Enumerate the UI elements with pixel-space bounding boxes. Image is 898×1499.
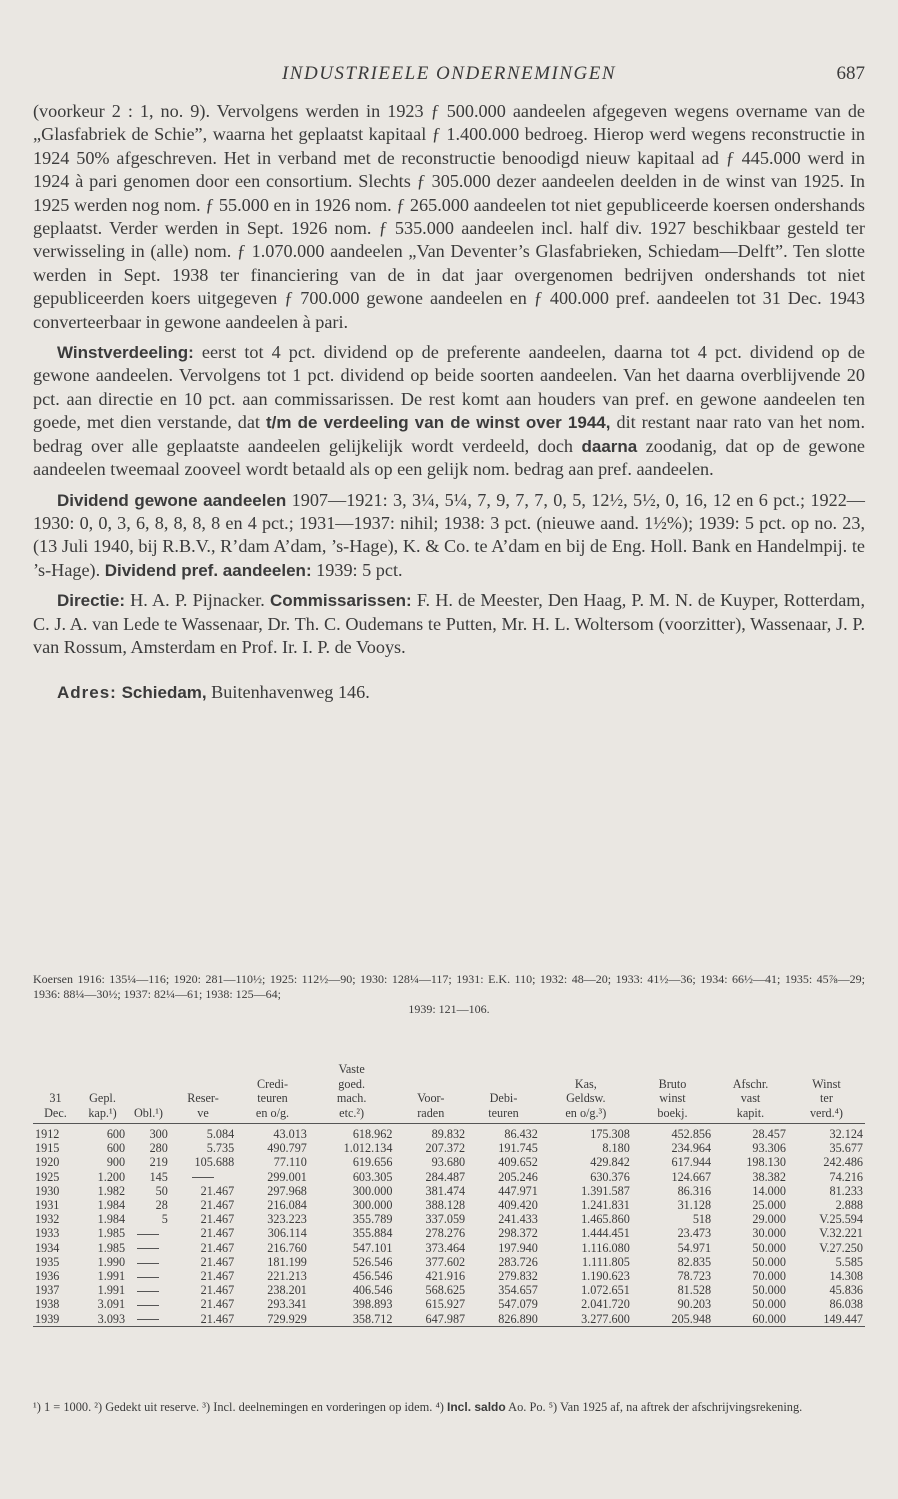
table-cell: 388.128 xyxy=(425,1198,466,1213)
table-cell: 1937 xyxy=(35,1283,60,1298)
table-cell: 1.111.805 xyxy=(581,1254,630,1269)
table-row xyxy=(33,1198,865,1212)
table-cell: 77.110 xyxy=(273,1155,307,1170)
table-cell: 50.000 xyxy=(752,1240,786,1255)
table-cell: 1.982 xyxy=(97,1183,126,1198)
table-cell: 547.079 xyxy=(498,1297,538,1312)
table-cell: 3.277.600 xyxy=(581,1311,630,1326)
table-cell: 1933 xyxy=(35,1226,60,1241)
table-cell: 1934 xyxy=(35,1240,60,1255)
table-cell: 21.467 xyxy=(200,1297,235,1312)
table-cell: 490.797 xyxy=(267,1141,307,1156)
table-row xyxy=(33,1170,865,1184)
column-header: Kas, Geldsw. en o/g.³) xyxy=(565,1076,607,1120)
table-cell: 93.306 xyxy=(752,1141,786,1156)
table-row xyxy=(33,1184,865,1198)
table-cell: 900 xyxy=(106,1155,126,1170)
table-cell: 358.712 xyxy=(352,1311,393,1326)
table-cell: 50.000 xyxy=(752,1283,786,1298)
table-cell: 5.585 xyxy=(835,1254,863,1269)
stock-prices: Koersen 1916: 135¼—116; 1920: 281—110½; 1925: 112½—90; 1930: 128¼—117; 1931: E.K. 110; 1932: 48—20; 1933: 41½—36; 1934: 66½—41; 1935: 45⅞—29; 1936: 88¼—30½; 1937: 82¼—61; 1938: 125—64; 1939: 121—106. xyxy=(33,972,865,1016)
table-cell: 300.000 xyxy=(352,1198,393,1213)
table-cell: 377.602 xyxy=(425,1254,466,1269)
table-cell: 447.971 xyxy=(498,1183,538,1198)
table-cell: 50.000 xyxy=(752,1254,786,1269)
column-header: Voor- raden xyxy=(417,1091,445,1120)
table-cell: 21.467 xyxy=(200,1183,235,1198)
table-cell: 145 xyxy=(149,1169,168,1184)
empty-cell-dash xyxy=(127,1312,170,1327)
empty-cell-dash xyxy=(127,1269,170,1283)
table-cell: 456.546 xyxy=(352,1269,393,1284)
table-cell: 3.093 xyxy=(97,1311,126,1326)
table-cell: 409.420 xyxy=(498,1198,538,1213)
page-header xyxy=(33,63,865,87)
table-cell: 1.465.860 xyxy=(581,1212,630,1227)
table-cell: 60.000 xyxy=(752,1311,786,1326)
table-cell: 14.308 xyxy=(829,1269,863,1284)
table-row xyxy=(33,1212,865,1226)
table-cell: 74.216 xyxy=(829,1169,863,1184)
table-cell: 86.432 xyxy=(504,1127,538,1141)
table-cell: 5.084 xyxy=(206,1127,235,1141)
table-cell: 1.991 xyxy=(97,1283,126,1298)
column-header: Gepl. kap.¹) xyxy=(88,1091,117,1120)
table-cell: 50 xyxy=(155,1183,168,1198)
column-header: Winst ter verd.⁴) xyxy=(809,1076,843,1120)
empty-cell-dash xyxy=(127,1297,170,1311)
label-winstverdeeling: Winstverdeeling: xyxy=(57,343,194,363)
table-cell: 5 xyxy=(161,1212,168,1227)
table-cell: 21.467 xyxy=(200,1269,235,1284)
table-cell: 1931 xyxy=(35,1198,60,1213)
table-cell: 31.128 xyxy=(677,1198,712,1213)
table-cell: 518 xyxy=(692,1212,712,1227)
table-cell: 1935 xyxy=(35,1254,60,1269)
empty-cell-dash xyxy=(170,1170,236,1184)
table-cell: 93.680 xyxy=(431,1155,466,1170)
table-cell: 615.927 xyxy=(425,1297,466,1312)
table-cell: 600 xyxy=(106,1141,126,1156)
table-cell: 1.985 xyxy=(97,1226,126,1241)
table-cell: 175.308 xyxy=(590,1127,630,1141)
table-row xyxy=(33,1226,865,1240)
table-header-row xyxy=(33,1062,865,1124)
label-commissarissen: Commissarissen: xyxy=(269,591,412,611)
table-cell: 421.916 xyxy=(425,1269,466,1284)
table-cell: 354.657 xyxy=(498,1283,538,1298)
table-row xyxy=(33,1241,865,1255)
table-cell: 21.467 xyxy=(200,1212,235,1227)
table-cell: 300 xyxy=(149,1127,168,1141)
paragraph-dividends: Dividend gewone aandeelen 1907—1921: 3, 3¼, 5¼, 7, 9, 7, 7, 0, 5, 12½, 5½, 0, 16, 12 en 6 pct.; 1922—1930: 0, 0, 3, 6, 8, 8, 8, 8 en 4 pct.; 1931—1937: nihil; 1938: 3 pct. (nieuwe aand. 1½%); 1939: 5 pct. op no. 23, (13 Juli 1940, bij R.B.V., R’dam A’dam, ’s-Hage), K. & Co. te A’dam en bij de Eng. Holl. Bank en Handelmpij. te ’s-Hage). Dividend pref. aandeelen: 1939: 5 pct. xyxy=(33,489,865,580)
financial-table xyxy=(33,1062,865,1327)
table-cell: 1.985 xyxy=(97,1240,126,1255)
table-cell: 38.382 xyxy=(752,1169,786,1184)
table-cell: 1.241.831 xyxy=(581,1198,630,1213)
table-cell: 355.789 xyxy=(352,1212,393,1227)
table-cell: 90.203 xyxy=(677,1297,712,1312)
table-cell: 54.971 xyxy=(677,1240,712,1255)
table-cell: 32.124 xyxy=(829,1127,863,1141)
table-cell: 526.546 xyxy=(352,1254,393,1269)
table-cell: 124.667 xyxy=(671,1169,712,1184)
table-cell: 30.000 xyxy=(752,1226,786,1241)
table-cell: 373.464 xyxy=(425,1240,466,1255)
table-cell: 452.856 xyxy=(671,1127,712,1141)
table-cell: 28 xyxy=(155,1198,168,1213)
table-cell: 299.001 xyxy=(267,1169,307,1184)
table-cell: 409.652 xyxy=(498,1155,538,1170)
column-header: Bruto winst boekj. xyxy=(657,1076,688,1120)
table-cell: 1.984 xyxy=(97,1212,126,1227)
table-cell: 1925 xyxy=(35,1169,60,1184)
table-cell: 293.341 xyxy=(267,1297,307,1312)
table-row xyxy=(33,1141,865,1155)
table-cell: 242.486 xyxy=(823,1155,863,1170)
table-cell: 207.372 xyxy=(425,1141,466,1156)
table-cell: 647.987 xyxy=(425,1311,466,1326)
table-cell: 2.888 xyxy=(835,1198,863,1213)
table-cell: 1936 xyxy=(35,1269,60,1284)
table-cell: 280 xyxy=(149,1141,168,1156)
table-cell: 603.305 xyxy=(352,1169,393,1184)
paragraph-profit-distribution: Winstverdeeling: eerst tot 4 pct. dividend op de preferente aandeelen, daarna tot 4 pct. dividend op de gewone aandeelen. Vervolgens tot 1 pct. dividend op beide soorten aandeelen. Van het daarna overblijvende 20 pct. aan directie en 10 pct. aan commissarissen. De rest komt aan houders van pref. en gewone aandeelen ten goede, met dien verstande, dat t/m de verdeeling van de winst over 1944, dit restant naar rato van het nom. bedrag over alle geplaatste aandeelen gelijkelijk wordt verdeeld, doch daarna zoodanig, dat op de gewone aandeelen tweemaal zooveel wordt betaald als op een gelijk nom. bedrag aan pref. aandeelen. xyxy=(33,342,865,480)
table-cell: 1.072.651 xyxy=(581,1283,630,1298)
table-cell: 617.944 xyxy=(671,1155,712,1170)
table-cell: 306.114 xyxy=(267,1226,307,1241)
table-row xyxy=(33,1124,865,1142)
table-cell: 568.625 xyxy=(425,1283,466,1298)
table-cell: 1939 xyxy=(35,1311,60,1326)
table-cell: 1912 xyxy=(35,1127,60,1141)
label-adres: Adres: xyxy=(57,683,117,703)
table-cell: 547.101 xyxy=(352,1240,393,1255)
table-cell: 1.444.451 xyxy=(581,1226,630,1241)
table-cell: 298.372 xyxy=(498,1226,538,1241)
table-row xyxy=(33,1269,865,1283)
table-cell: 300.000 xyxy=(352,1183,393,1198)
table-cell: 1.116.080 xyxy=(581,1240,630,1255)
table-cell: 86.316 xyxy=(677,1183,712,1198)
label-dividend-pref: Dividend pref. aandeelen: xyxy=(104,560,312,580)
paragraph-address: Adres: Schiedam, Buitenhavenweg 146. xyxy=(57,682,370,703)
table-row xyxy=(33,1255,865,1269)
table-cell: 191.745 xyxy=(498,1141,538,1156)
table-cell: 2.041.720 xyxy=(581,1297,630,1312)
table-cell: V.27.250 xyxy=(819,1240,863,1255)
table-cell: 630.376 xyxy=(590,1169,630,1184)
table-cell: 8.180 xyxy=(602,1141,630,1156)
table-cell: 323.223 xyxy=(267,1212,307,1227)
table-cell: 279.832 xyxy=(498,1269,538,1284)
table-cell: 181.199 xyxy=(267,1254,307,1269)
running-title: INDUSTRIEELE ONDERNEMINGEN xyxy=(281,63,616,84)
table-cell: 28.457 xyxy=(752,1127,786,1141)
empty-cell-dash xyxy=(127,1283,170,1297)
table-cell: 337.059 xyxy=(425,1212,466,1227)
body-text xyxy=(33,100,865,705)
table-cell: 50.000 xyxy=(752,1297,786,1312)
table-cell: 81.528 xyxy=(677,1283,712,1298)
table-row xyxy=(33,1283,865,1297)
table-cell: 21.467 xyxy=(200,1198,235,1213)
table-cell: 70.000 xyxy=(752,1269,786,1284)
table-cell: 283.726 xyxy=(498,1254,538,1269)
table-cell: 221.213 xyxy=(267,1269,307,1284)
table-cell: 14.000 xyxy=(752,1183,786,1198)
table-cell: 355.884 xyxy=(352,1226,393,1241)
table-cell: 5.735 xyxy=(206,1141,235,1156)
column-header: Debi- teuren xyxy=(488,1091,519,1120)
table-cell: 78.723 xyxy=(677,1269,712,1284)
table-cell: 21.467 xyxy=(200,1311,235,1326)
table-cell: 21.467 xyxy=(200,1226,235,1241)
table-cell: 1.200 xyxy=(97,1169,126,1184)
table-cell: 297.968 xyxy=(267,1183,307,1198)
table-cell: 198.130 xyxy=(746,1155,786,1170)
table-cell: 3.091 xyxy=(97,1297,126,1312)
page-number: 687 xyxy=(836,63,865,84)
table-cell: 600 xyxy=(106,1127,126,1141)
table-cell: V.25.594 xyxy=(819,1212,863,1227)
table-cell: 1938 xyxy=(35,1297,60,1312)
table-cell: 35.677 xyxy=(829,1141,863,1156)
empty-cell-dash xyxy=(127,1226,170,1240)
table-cell: 284.487 xyxy=(425,1169,466,1184)
table-cell: 21.467 xyxy=(200,1240,235,1255)
table-cell: 618.962 xyxy=(352,1127,393,1141)
table-cell: 381.474 xyxy=(425,1183,466,1198)
table-cell: 149.447 xyxy=(823,1311,863,1326)
table-cell: 105.688 xyxy=(194,1155,235,1170)
table-cell: 23.473 xyxy=(677,1226,712,1241)
table-row xyxy=(33,1155,865,1169)
table-cell: 406.546 xyxy=(352,1283,393,1298)
table-cell: 1930 xyxy=(35,1183,60,1198)
table-cell: 241.433 xyxy=(498,1212,538,1227)
table-cell: 43.013 xyxy=(273,1127,307,1141)
table-cell: 1920 xyxy=(35,1155,60,1170)
table-cell: 216.760 xyxy=(267,1240,307,1255)
table-cell: 398.893 xyxy=(352,1297,393,1312)
table-cell: 216.084 xyxy=(267,1198,307,1213)
table-cell: 219 xyxy=(149,1155,168,1170)
footnotes: ¹) 1 = 1000. ²) Gedekt uit reserve. ³) Incl. deelnemingen en vorderingen op idem. ⁴) Incl. saldo Ao. Po. ⁵) Van 1925 af, na aftrek der afschrijvingsrekening. xyxy=(33,1400,803,1414)
table-cell: 826.890 xyxy=(498,1311,538,1326)
column-header: Afschr. vast kapit. xyxy=(732,1076,769,1120)
table-cell: 1.990 xyxy=(97,1254,126,1269)
column-header: Obl.¹) xyxy=(133,1105,163,1120)
table-cell: 234.964 xyxy=(671,1141,712,1156)
table-cell: 86.038 xyxy=(829,1297,863,1312)
table-cell: 278.276 xyxy=(425,1226,466,1241)
table-cell: 729.929 xyxy=(267,1311,307,1326)
column-header: Vaste goed. mach. etc.²) xyxy=(336,1062,367,1120)
column-header: Reser- ve xyxy=(187,1091,219,1120)
table-cell: 25.000 xyxy=(752,1198,786,1213)
table-cell: 429.842 xyxy=(590,1155,630,1170)
table-cell: 45.836 xyxy=(829,1283,863,1298)
table-cell: 1.391.587 xyxy=(581,1183,630,1198)
table-row xyxy=(33,1312,865,1327)
label-directie: Directie: xyxy=(57,591,126,611)
paragraph-history: (voorkeur 2 : 1, no. 9). Vervolgens werden in 1923 ƒ 500.000 aandeelen afgegeven wegens overname van de „Glasfabriek de Schie”, waarna het geplaatst kapitaal ƒ 1.400.000 bedroeg. Hierop werd wegens reconstructie in 1924 50% afgeschreven. Het in verband met de reconstructie benoodigd nieuw kapitaal ad ƒ 445.000 werd in 1924 à pari genomen door een consortium. Slechts ƒ 305.000 dezer aandeelen deelden in de winst van 1925. In 1925 werden nog nom. ƒ 55.000 en in 1926 nom. ƒ 265.000 aandeelen tot niet gepubliceerde koersen ondershands geplaatst. Verder werden in Sept. 1926 nom. ƒ 535.000 aandeelen incl. half div. 1927 beschikbaar gesteld ter verwisseling in (alle) nom. ƒ 1.070.000 aandeelen „Van Deventer’s Glasfabrieken, Schiedam—Delft”. Ten slotte werden in Sept. 1938 ter financiering van de in dat jaar overgenomen bedrijven ondershands tot niet gepubliceerden koers uitgegeven ƒ 700.000 gewone aandeelen en ƒ 400.000 pref. aandeelen tot 31 Dec. 1943 converteerbaar in gewone aandeelen à pari. xyxy=(33,101,865,332)
table-row xyxy=(33,1297,865,1311)
table-cell: 1.012.134 xyxy=(343,1141,393,1156)
table-cell: 205.948 xyxy=(671,1311,712,1326)
paragraph-board: Directie: H. A. P. Pijnacker. Commissarissen: F. H. de Meester, Den Haag, P. M. N. de Kuyper, Rotterdam, C. J. A. van Lede te Wassenaar, Dr. Th. C. Oudemans te Putten, Mr. H. L. Woltersom (voorzitter), Wassenaar, J. P. van Rossum, Amsterdam en Prof. Ir. I. P. de Vooys. xyxy=(33,590,866,657)
empty-cell-dash xyxy=(127,1255,170,1269)
label-dividend-gewone: Dividend gewone aandeelen xyxy=(57,490,287,510)
table-cell: 1.190.623 xyxy=(581,1269,630,1284)
column-header: Credi- teuren en o/g. xyxy=(255,1076,290,1120)
table-cell: 205.246 xyxy=(498,1169,538,1184)
table-cell: 1.991 xyxy=(97,1269,126,1284)
table-cell: 81.233 xyxy=(829,1183,863,1198)
table-cell: 89.832 xyxy=(431,1127,466,1141)
table-cell: 1932 xyxy=(35,1212,60,1227)
column-header: 31 Dec. xyxy=(44,1091,67,1120)
empty-cell-dash xyxy=(127,1241,170,1255)
table-cell: 1.984 xyxy=(97,1198,126,1213)
table-cell: V.32.221 xyxy=(819,1226,863,1241)
table-cell: 619.656 xyxy=(352,1155,393,1170)
table-cell: 21.467 xyxy=(200,1254,235,1269)
table-cell: 197.940 xyxy=(498,1240,538,1255)
table-cell: 82.835 xyxy=(677,1254,712,1269)
table-cell: 21.467 xyxy=(200,1283,235,1298)
table-cell: 29.000 xyxy=(752,1212,786,1227)
table-body xyxy=(33,1124,865,1327)
table-cell: 1915 xyxy=(35,1141,60,1156)
table-cell: 238.201 xyxy=(267,1283,307,1298)
